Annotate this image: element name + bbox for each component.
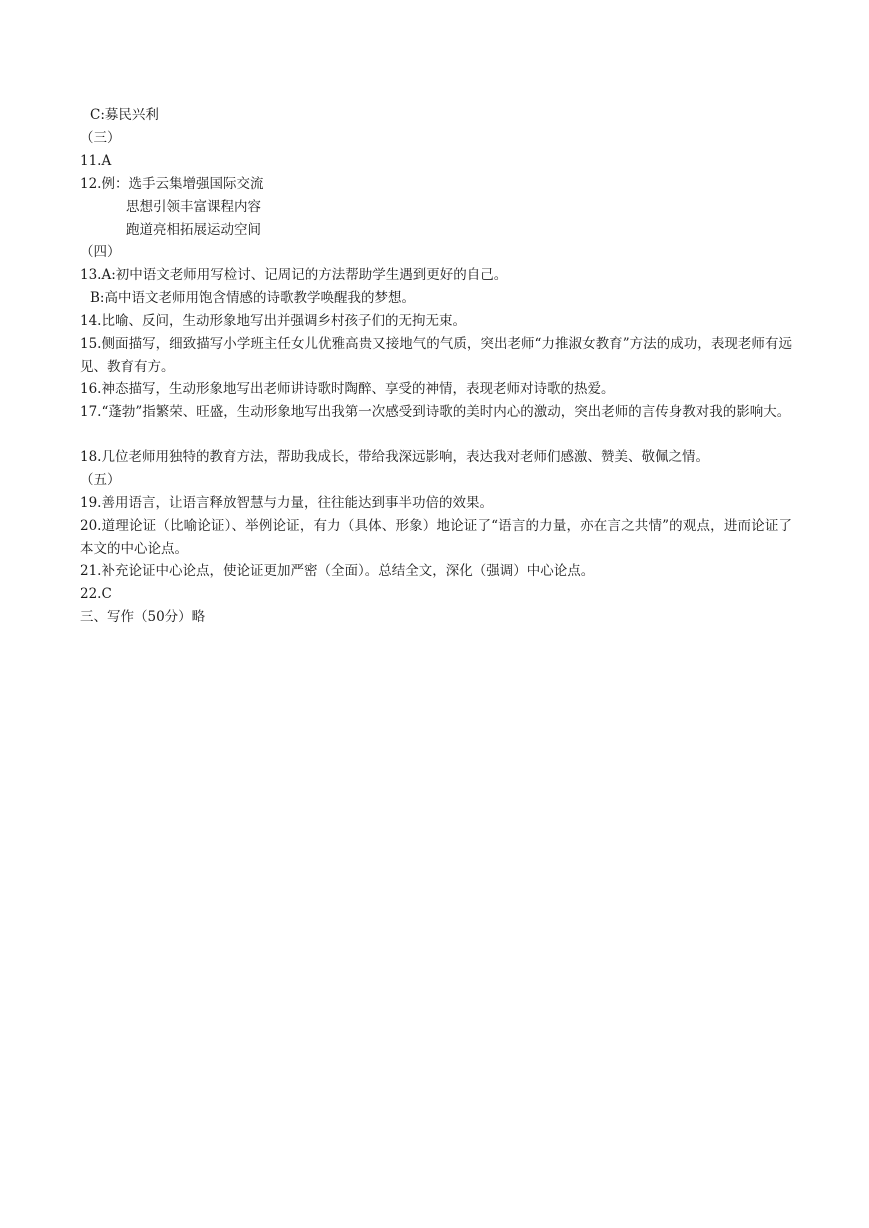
answer-22: 22.C	[80, 586, 112, 602]
answer-12: 12.例：选手云集增强国际交流	[80, 176, 264, 192]
answer-21: 21.补充论证中心论点，使论证更加严密（全面）。总结全文，深化（强调）中心论点。	[80, 563, 595, 579]
answer-13a: 13.A:初中语文老师用写检讨、记周记的方法帮助学生遇到更好的自己。	[80, 267, 508, 283]
section-writing: 三、写作（50分）略	[80, 609, 206, 625]
answer-19: 19.善用语言，让语言释放智慧与力量，往往能达到事半功倍的效果。	[80, 495, 493, 511]
answer-18: 18.几位老师用独特的教育方法，帮助我成长，带给我深远影响，表达我对老师们感激、赞美、敬佩之情。	[80, 449, 709, 465]
answer-11: 11.A	[80, 153, 112, 169]
answer-10c: C:募民兴利	[90, 107, 159, 123]
answer-16: 16.神态描写，生动形象地写出老师讲诗歌时陶醉、享受的神情，表现老师对诗歌的热爱。	[80, 381, 615, 397]
section-heading-four: （四）	[80, 244, 121, 260]
answer-15: 15.侧面描写，细致描写小学班主任女儿优雅高贵又接地气的气质，突出老师“力推淑女教育”方法的成功，表现老师有远见、教育有方。	[80, 336, 792, 375]
answer-13b: B:高中语文老师用饱含情感的诗歌教学唤醒我的梦想。	[90, 290, 415, 306]
answer-17: 17.“蓬勃”指繁荣、旺盛，生动形象地写出我第一次感受到诗歌的美时内心的激动，突出老师的言传身教对我的影响大。	[80, 404, 791, 420]
answer-20: 20.道理论证（比喻论证）、举例论证，有力（具体、形象）地论证了“语言的力量，亦在言之共情”的观点，进而论证了本文的中心论点。	[80, 518, 792, 557]
section-heading-five: （五）	[80, 472, 121, 488]
answer-12-line-2: 思想引领丰富课程内容	[126, 199, 261, 215]
answer-12-line-3: 跑道亮相拓展运动空间	[126, 222, 261, 238]
section-heading-three: （三）	[80, 130, 121, 146]
answer-14: 14.比喻、反问，生动形象地写出并强调乡村孩子们的无拘无束。	[80, 313, 466, 329]
